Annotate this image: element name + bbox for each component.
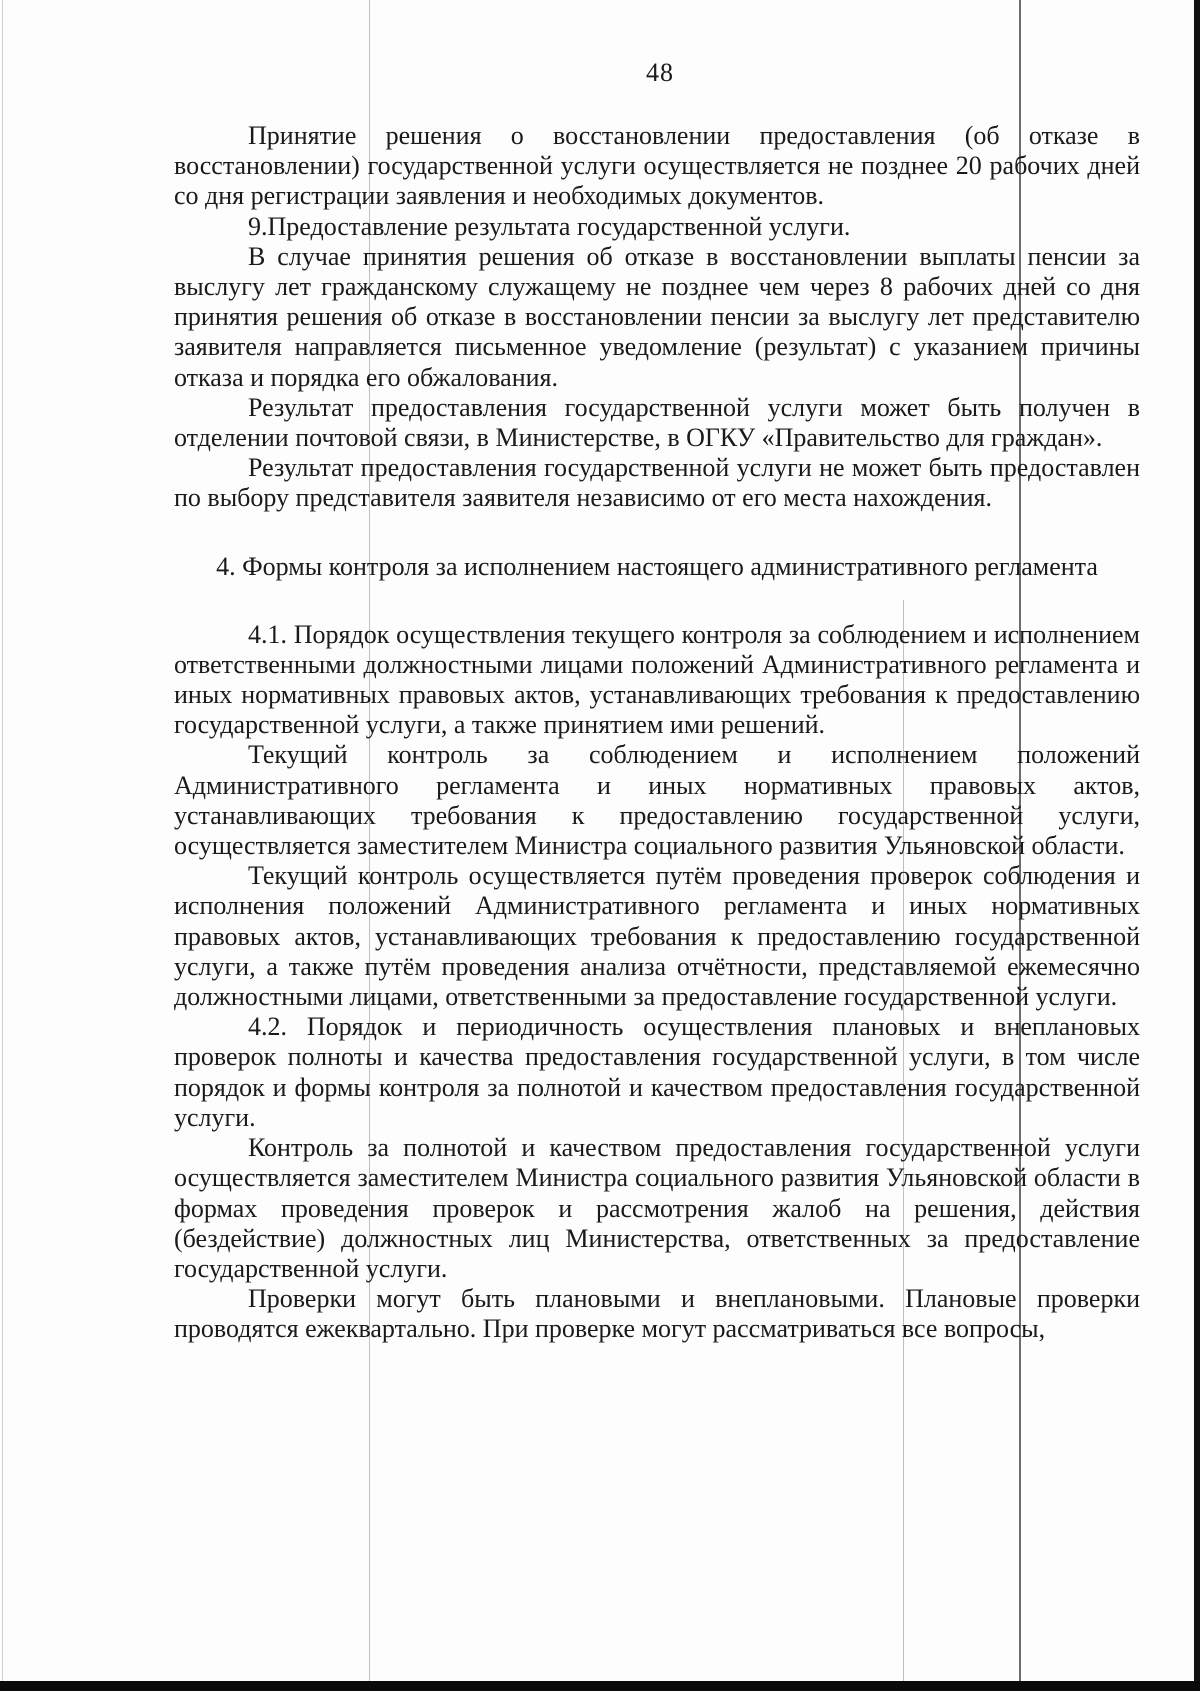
document-body [174, 121, 1140, 1345]
page-number: 48 [646, 58, 674, 87]
scan-edge-left [2, 0, 3, 1691]
paragraph: Принятие решения о восстановлении предоставления (об отказе в восстановлении) государственной услуги осуществляется не позднее 20 рабочих дней со дня регистрации заявления и необходимых документов. [174, 121, 1140, 211]
paragraph: В случае принятия решения об отказе в восстановлении выплаты пенсии за выслугу лет гражданскому служащему не позднее чем через 8 рабочих дней со дня принятия решения об отказе в восстановлении пенсии за выслугу лет представителю заявителя направляется письменное уведомление (результат) с указанием причины отказа и порядка его обжалования. [174, 241, 1140, 392]
paragraph: Результат предоставления государственной услуги не может быть предоставлен по выбору представителя заявителя независимо от его места нахождения. [174, 453, 1140, 513]
scan-edge-bottom [0, 1681, 1200, 1691]
paragraph: 9.Предоставление результата государственной услуги. [248, 211, 851, 241]
paragraph: Текущий контроль за соблюдением и исполнением положений Административного регламента и иных нормативных правовых актов, устанавливающих требования к предоставлению государственной услуги, осуществляется заместителем Министра социального развития Ульяновской области. [174, 740, 1140, 861]
paragraph: Результат предоставления государственной услуги может быть получен в отделении почтовой связи, в Министерстве, в ОГКУ «Правительство для граждан». [174, 392, 1140, 453]
paragraph: 4.2. Порядок и периодичность осуществления плановых и внеплановых проверок полноты и качества предоставления государственной услуги, в том числе порядок и формы контроля за полнотой и качеством предоставления государственной услуги. [174, 1012, 1140, 1132]
section-heading: 4. Формы контроля за исполнением настоящего административного регламента [216, 551, 1098, 581]
scan-edge-right [1194, 0, 1200, 1691]
paragraph: Контроль за полнотой и качеством предоставления государственной услуги осуществляется заместителем Министра социального развития Ульяновской области в формах проведения проверок и рассмотрения жалоб на решения, действия (бездействие) должностных лиц Министерства, ответственных за предоставление государственной услуги. [174, 1133, 1140, 1283]
paragraph: 4.1. Порядок осуществления текущего контроля за соблюдением и исполнением ответственными должностными лицами положений Административного регламента и иных нормативных правовых актов, устанавливающих требования к предоставлению государственной услуги, а также принятием ими решений. [174, 619, 1140, 740]
paragraph: Проверки могут быть плановыми и внеплановыми. Плановые проверки проводятся ежеквартально. При проверке могут рассматриваться все вопросы, [174, 1284, 1140, 1344]
paragraph: Текущий контроль осуществляется путём проведения проверок соблюдения и исполнения положений Административного регламента и иных нормативных правовых актов, устанавливающих требования к предоставлению государственной услуги, а также путём проведения анализа отчётности, представляемой ежемесячно должностными лицами, ответственными за предоставление государственной услуги. [174, 861, 1140, 1012]
